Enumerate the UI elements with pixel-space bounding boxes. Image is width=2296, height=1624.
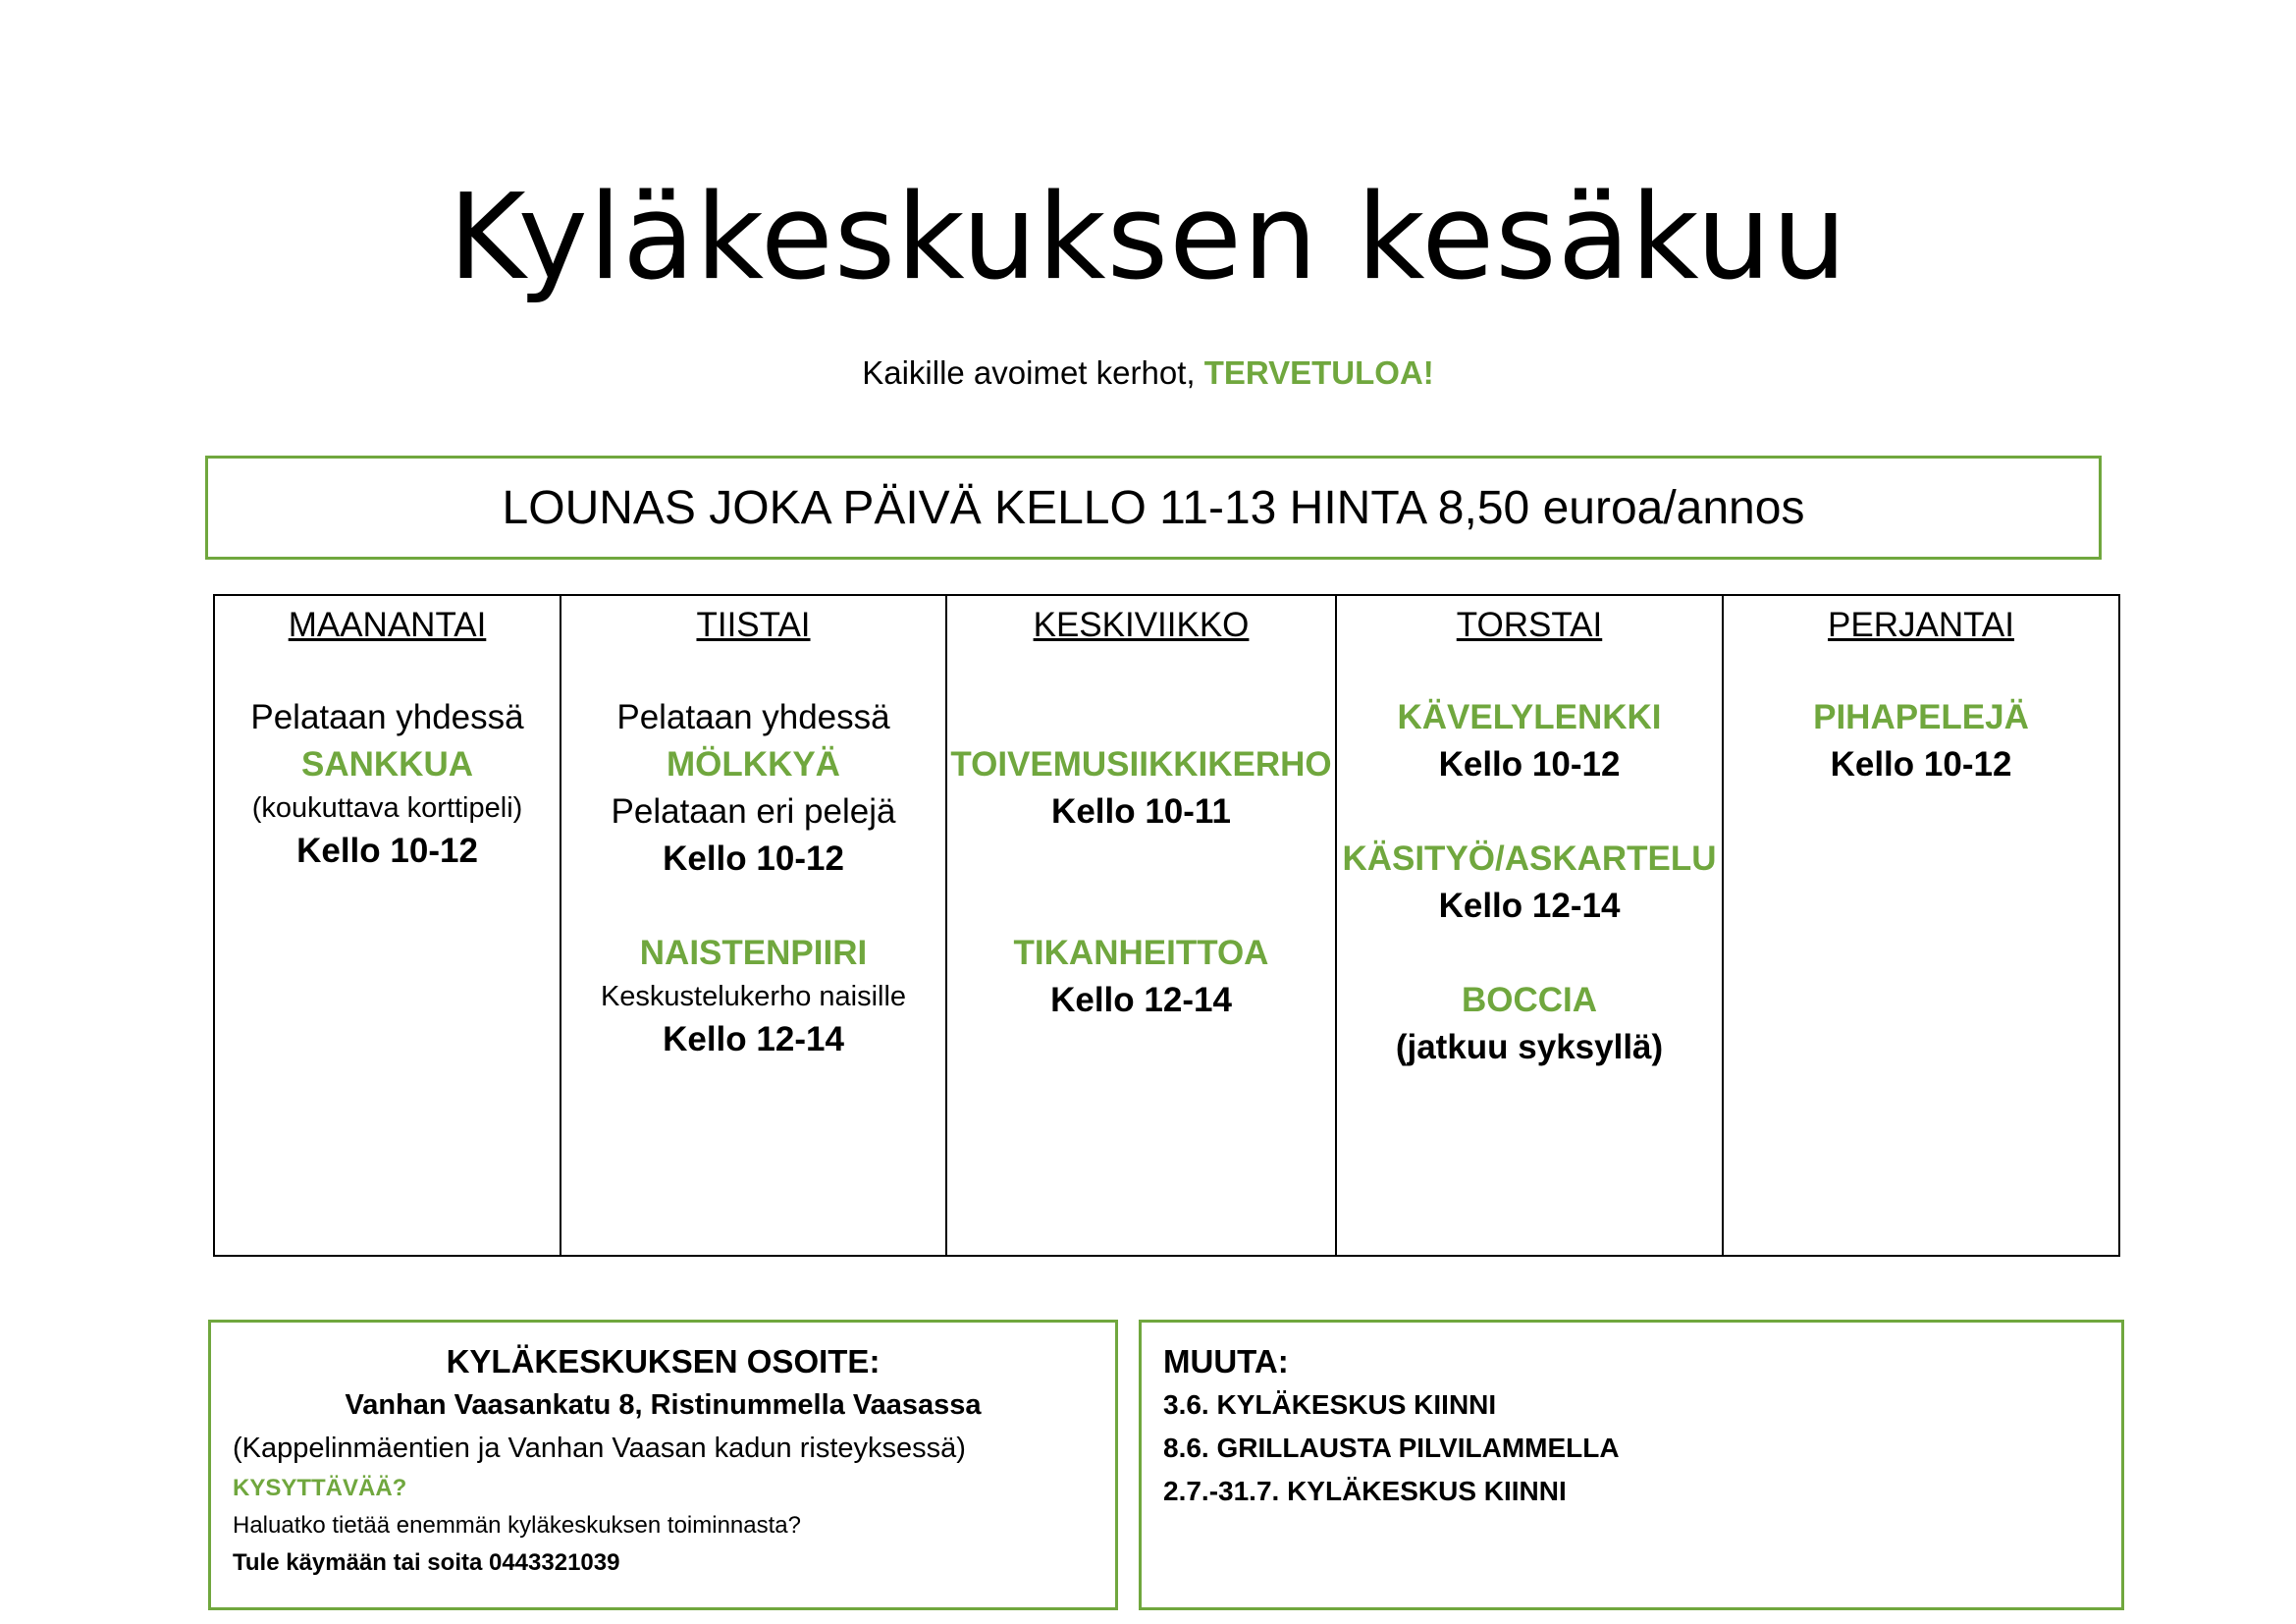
lunch-text: LOUNAS JOKA PÄIVÄ KELLO 11-13 HINTA 8,50 euroa/annos: [502, 481, 1805, 534]
activity-note: (koukuttava korttipeli): [251, 792, 523, 824]
schedule-column-thursday: [1336, 595, 1723, 1256]
activity-note: Keskustelukerho naisille: [600, 981, 907, 1012]
activity-title: PIHAPELEJÄ: [1813, 698, 2029, 736]
spacer: [947, 836, 1335, 883]
address-street: Vanhan Vaasankatu 8, Ristinummella Vaasassa: [345, 1389, 982, 1421]
day-header-tuesday: TIISTAI: [696, 606, 811, 644]
subtitle: [0, 352, 2296, 395]
activity-note: Pelataan yhdessä: [616, 698, 890, 736]
misc-box: [1139, 1320, 2124, 1610]
day-header-thursday: TORSTAI: [1456, 606, 1603, 644]
schedule-column-wednesday: [946, 595, 1336, 1256]
lunch-banner: [205, 456, 2102, 560]
activity-time: Kello 12-14: [663, 1020, 844, 1058]
activity-title: TOIVEMUSIIKKIKERHO: [950, 745, 1332, 784]
activity-time: Kello 12-14: [1050, 981, 1232, 1019]
activity-time: Kello 10-12: [663, 839, 844, 878]
activity-title: BOCCIA: [1461, 981, 1598, 1019]
activity-time: Kello 10-11: [1051, 792, 1231, 831]
day-header-friday: PERJANTAI: [1828, 606, 2014, 644]
address-box: [208, 1320, 1118, 1610]
misc-item: 8.6. GRILLAUSTA PILVILAMMELLA: [1163, 1433, 1620, 1463]
misc-item: 3.6. KYLÄKESKUS KIINNI: [1163, 1389, 1497, 1420]
spacer: [561, 883, 945, 930]
spacer: [947, 883, 1335, 930]
spacer: [947, 694, 1335, 741]
spacer: [1337, 788, 1722, 836]
activity-title: NAISTENPIIRI: [639, 934, 868, 972]
subtitle-welcome: TERVETULOA!: [1203, 354, 1434, 391]
subtitle-text: Kaikille avoimet kerhot,: [862, 354, 1204, 391]
info-text: Haluatko tietää enemmän kyläkeskuksen toiminnasta?: [233, 1512, 801, 1539]
activity-time: Kello 12-14: [1438, 887, 1621, 925]
activity-title: MÖLKKYÄ: [667, 745, 840, 784]
activity-title: SANKKUA: [301, 745, 473, 784]
activity-title: KÄVELYLENKKI: [1397, 698, 1662, 736]
question-heading: KYSYTTÄVÄÄ?: [233, 1475, 407, 1501]
spacer: [1337, 930, 1722, 977]
day-header-monday: MAANANTAI: [288, 606, 487, 644]
contact-phone: Tule käymään tai soita 0443321039: [233, 1549, 620, 1576]
activity-note: Pelataan eri pelejä: [611, 792, 896, 831]
activity-title: KÄSITYÖ/ASKARTELU: [1342, 839, 1717, 878]
misc-item: 2.7.-31.7. KYLÄKESKUS KIINNI: [1163, 1476, 1567, 1506]
activity-time: Kello 10-12: [1438, 745, 1621, 784]
activity-note: Pelataan yhdessä: [250, 698, 524, 736]
schedule-column-tuesday: [561, 595, 946, 1256]
misc-title: MUUTA:: [1163, 1343, 1289, 1380]
address-note: (Kappelinmäentien ja Vanhan Vaasan kadun risteyksessä): [233, 1433, 966, 1464]
activity-time: Kello 10-12: [1830, 745, 2012, 784]
address-title: KYLÄKESKUKSEN OSOITE:: [446, 1343, 881, 1380]
day-header-wednesday: KESKIVIIKKO: [1033, 606, 1250, 644]
activity-note: (jatkuu syksyllä): [1395, 1028, 1664, 1066]
schedule-column-friday: [1723, 595, 2119, 1256]
activity-title: TIKANHEITTOA: [1013, 934, 1269, 972]
schedule-column-monday: [214, 595, 561, 1256]
activity-time: Kello 10-12: [296, 832, 478, 870]
weekly-schedule: [213, 594, 2120, 1257]
page-title: Kyläkeskuksen kesäkuu: [448, 170, 1848, 306]
